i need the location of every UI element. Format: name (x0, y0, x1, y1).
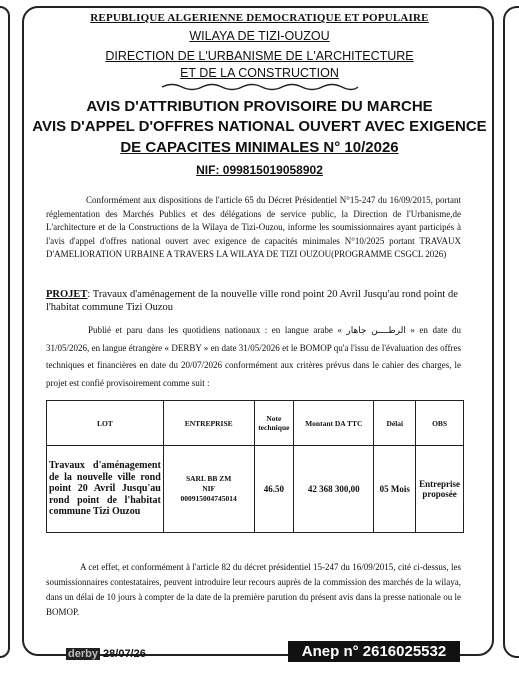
montant-cell: 42 368 300,00 (294, 446, 374, 533)
intro-paragraph: Conformément aux dispositions de l'article 65 du Décret Présidentiel N°15-247 du 16/09/2015, portant réglementation des Marchés Publics et des délégations de service public, la Direction de l'Urbanisme,de L'architecture et de la Constructions de la Wilaya de Tizi-Ouzou, informe les soumissionnaires ayant participés à l'avis d'appel d'offres national ouvert avec exigence de capacités minimales N°10/2025 portant TRAVAUX D'AMELIORATION URBAINE A TRAVERS LA WILAYA DE TIZI OUZOU(PROGRAMME CSGCL 2026) (46, 195, 461, 259)
notice-title-line1: AVIS D'ATTRIBUTION PROVISOIRE DU MARCHE (86, 98, 433, 115)
republic-heading: REPUBLIQUE ALGERIENNE DEMOCRATIQUE ET POPULAIRE (90, 12, 429, 24)
direction-heading-line1: DIRECTION DE L'URBANISME DE L'ARCHITECTURE (105, 49, 414, 63)
recourse-paragraph: A cet effet, et conformément à l'article 82 du décret présidentiel 15-247 du 16/09/2015, cité ci-dessus, les soumissionnaires contestataires, peuvent introduire leur recours auprès de la commission des marchés de la wilaya, dans un délai de 10 jours à compter de la date de la première parution du présent avis dans la presse nationale ou le BOMOP. (46, 562, 461, 617)
wilaya-heading: WILAYA DE TIZI-OUZOU (189, 29, 330, 43)
table-header-cell: ENTREPRISE (163, 401, 254, 446)
entreprise-cell (163, 446, 254, 533)
table-header-cell: Note technique (254, 401, 294, 446)
note-cell: 46.50 (254, 446, 294, 533)
table-header-cell: OBS (416, 401, 464, 446)
table-header-row (47, 401, 464, 446)
anep-number-badge: Anep n° 2616025532 (288, 641, 460, 662)
publication-paragraph: Publié et paru dans les quotidiens nationaux : en langue arabe « الرطــــن جاهار » en date du 31/05/2026, en langue étrangère « DERBY » en date 31/05/2026 et le BOMOP qu'a l'issu de l'évaluation des offres techniques et financières en date du 20/07/2026 conformément aux critères prévus dans le cahier des charges, le projet est confié provisoirement comme suit : (46, 325, 461, 388)
entreprise-nif: 000915004745014 (180, 494, 237, 503)
footer-date-line (66, 648, 146, 660)
table-header-cell: Délai (374, 401, 416, 446)
publication-date: 28/07/26 (103, 648, 146, 660)
table-header-cell: Montant DA TTC (294, 401, 374, 446)
projet-text: : Travaux d'aménagement de la nouvelle ville rond point 20 Avril Jusqu'au rond point de l'habitat commune Tizi Ouzou (46, 289, 458, 313)
notice-title-line2: AVIS D'APPEL D'OFFRES NATIONAL OUVERT AVEC EXIGENCE (32, 118, 487, 135)
derby-logo: derby (68, 648, 98, 660)
table-row (47, 446, 464, 533)
attribution-table (46, 400, 464, 533)
notice-title-line3: DE CAPACITES MINIMALES N° 10/2026 (120, 139, 399, 156)
delai-cell: 05 Mois (374, 446, 416, 533)
table-header-cell: LOT (47, 401, 164, 446)
projet-line (46, 288, 461, 314)
nif-number: NIF: 099815019058902 (196, 163, 323, 177)
entreprise-name: SARL BB ZM (185, 474, 232, 483)
entreprise-nif-label: NIF (202, 484, 216, 493)
direction-heading-line2: ET DE LA CONSTRUCTION (180, 66, 339, 80)
lot-cell: Travaux d'aménagement de la nouvelle ville rond point 20 Avril Jusqu'au rond point de l'habitat commune Tizi Ouzou (47, 446, 164, 533)
projet-label: PROJET (46, 289, 88, 300)
obs-cell: Entreprise proposée (416, 446, 464, 533)
decorative-underline (160, 82, 360, 92)
